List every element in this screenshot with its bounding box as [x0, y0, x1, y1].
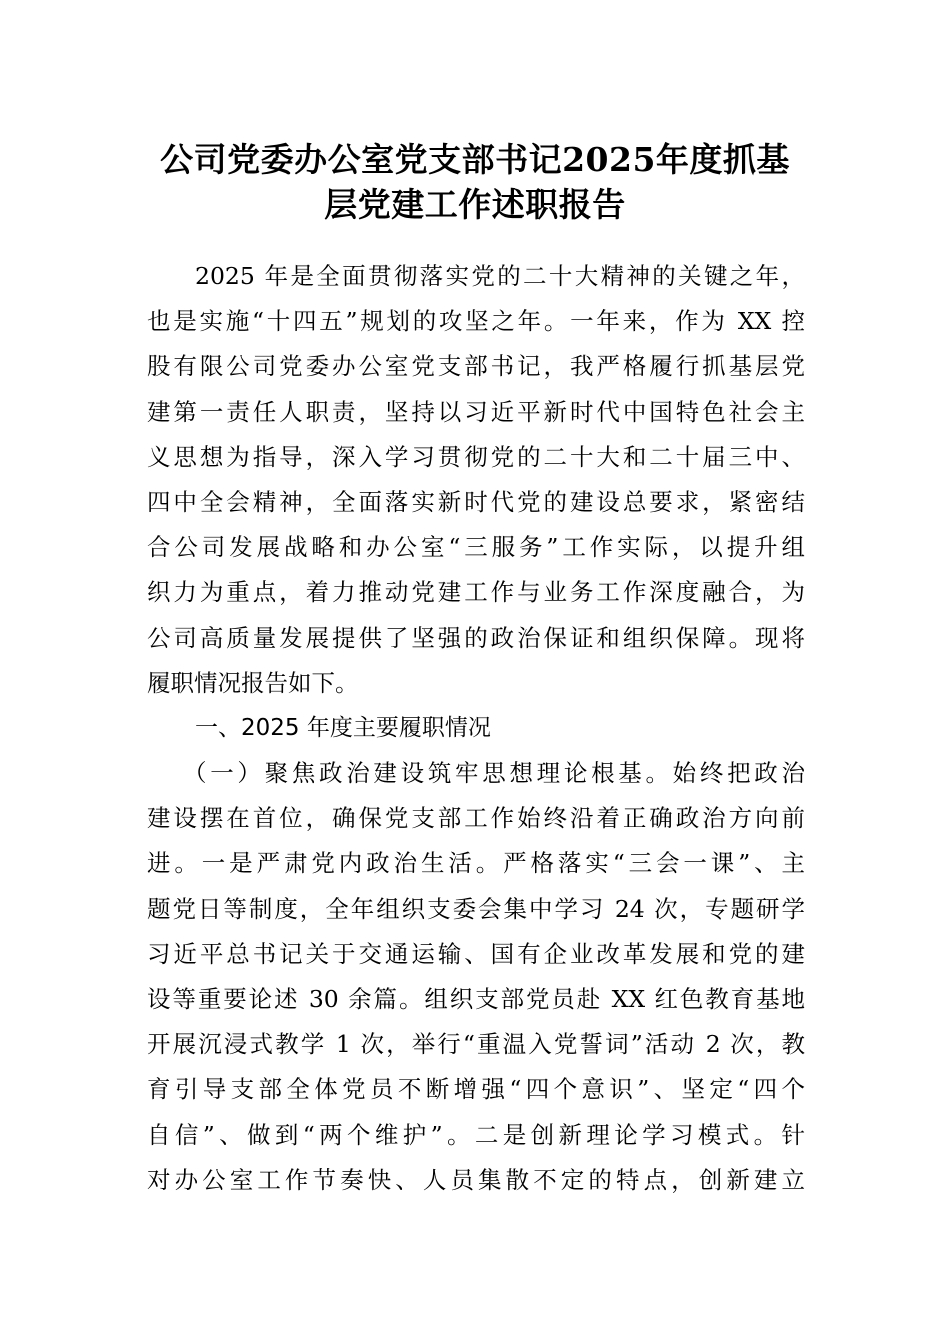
section-line: 题党日等制度，全年组织支委会集中学习 24 次，专题研学 [147, 894, 805, 923]
intro-line: 也是实施“十四五”规划的攻坚之年。一年来，作为 XX 控 [147, 307, 805, 336]
document-title [120, 137, 830, 227]
section-line: 建设摆在首位，确保党支部工作始终沿着正确政治方向前 [147, 804, 805, 833]
intro-line: 四中全会精神，全面落实新时代党的建设总要求，紧密结 [147, 487, 805, 516]
intro-line: 织力为重点，着力推动党建工作与业务工作深度融合，为 [147, 578, 805, 607]
intro-line: 义思想为指导，深入学习贯彻党的二十大和二十届三中、 [147, 442, 805, 471]
intro-line: 合公司发展战略和办公室“三服务”工作实际，以提升组 [147, 533, 805, 562]
title-line-2: 层党建工作述职报告 [324, 185, 626, 225]
section-line: 自信”、做到“两个维护”。二是创新理论学习模式。针 [147, 1120, 805, 1149]
title-line-1: 公司党委办公室党支部书记2025年度抓基 [160, 140, 790, 180]
section-line: 进。一是严肃党内政治生活。严格落实“三会一课”、主 [147, 849, 805, 878]
section-line: （一）聚焦政治建设筑牢思想理论根基。始终把政治 [183, 759, 805, 788]
section-line: 习近平总书记关于交通运输、国有企业改革发展和党的建 [147, 939, 805, 968]
intro-line: 股有限公司党委办公室党支部书记，我严格履行抓基层党 [147, 352, 805, 381]
section-line: 设等重要论述 30 余篇。组织支部党员赴 XX 红色教育基地 [147, 985, 805, 1013]
document-body [147, 254, 805, 1203]
section-line: 开展沉浸式教学 1 次，举行“重温入党誓词”活动 2 次，教 [147, 1030, 805, 1059]
intro-line: 建第一责任人职责，坚持以习近平新时代中国特色社会主 [147, 397, 805, 426]
intro-line: 2025 年是全面贯彻落实党的二十大精神的关键之年， [195, 262, 805, 290]
section-line: 对办公室工作节奏快、人员集散不定的特点，创新建立 [147, 1165, 805, 1194]
section-heading: 一、2025 年度主要履职情况 [195, 714, 491, 741]
section-line: 育引导支部全体党员不断增强“四个意识”、坚定“四个 [147, 1075, 805, 1104]
intro-line: 履职情况报告如下。 [147, 668, 359, 697]
intro-line: 公司高质量发展提供了坚强的政治保证和组织保障。现将 [147, 623, 805, 652]
